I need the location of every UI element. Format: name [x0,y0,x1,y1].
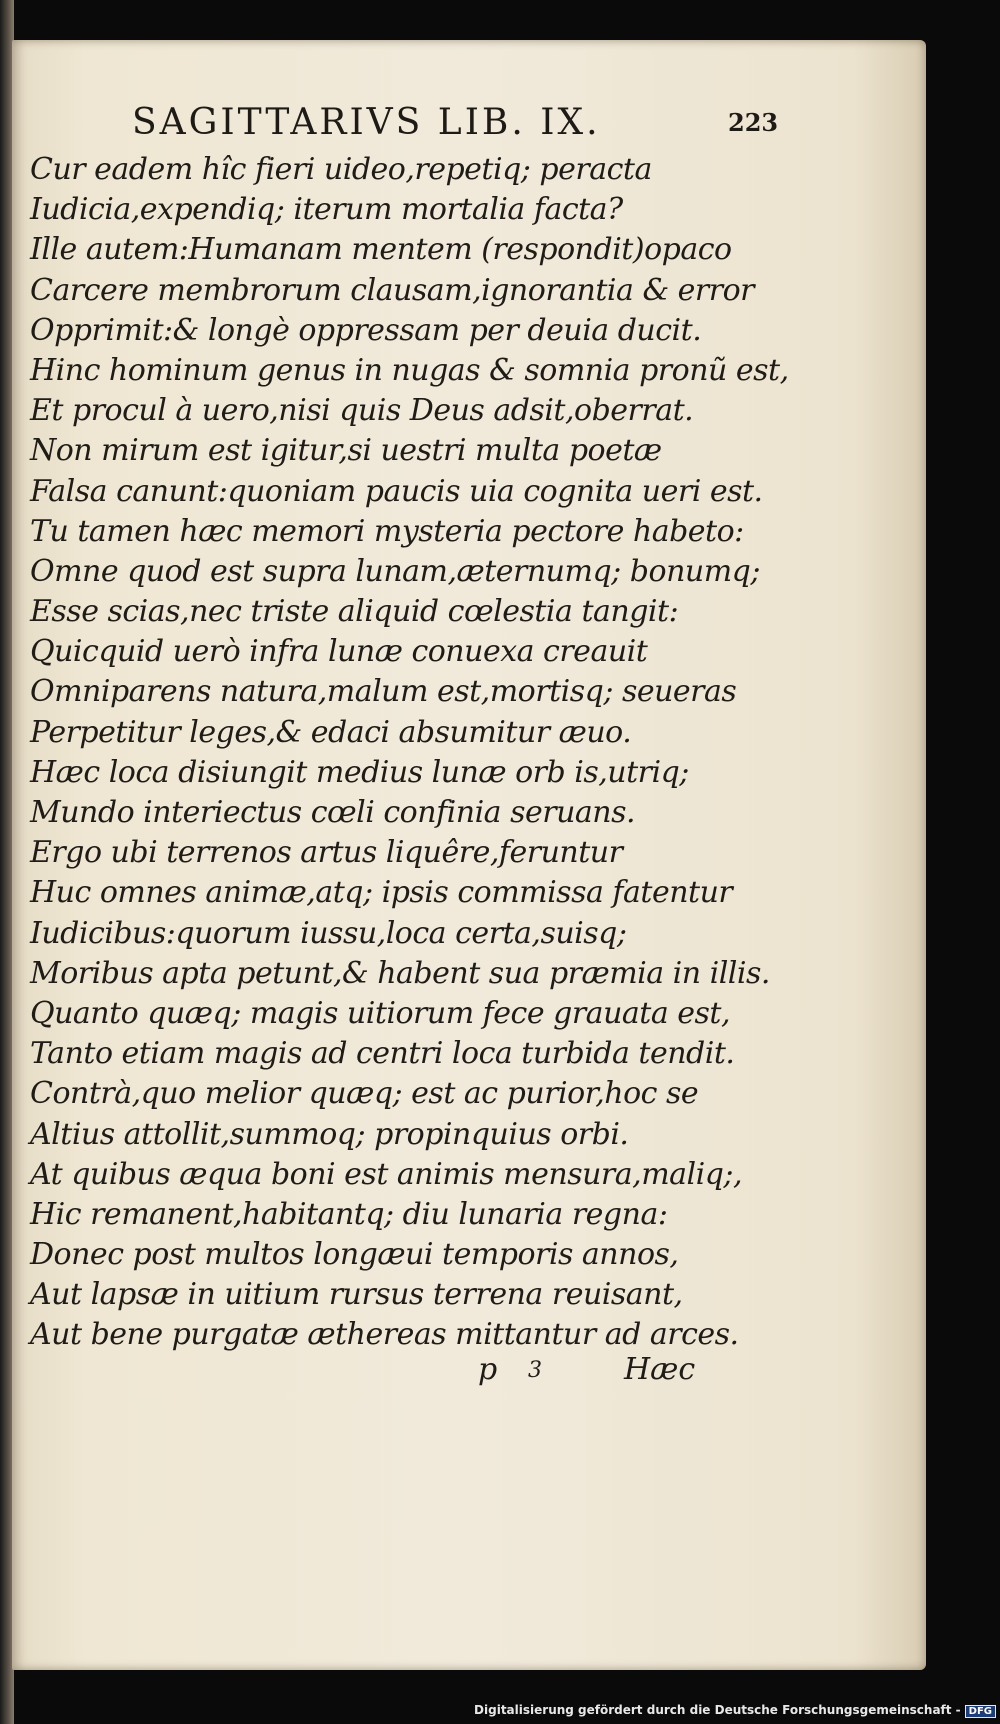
signature-mark: p [478,1352,498,1387]
running-head: SAGITTARIVS LIB. IX. [132,102,601,143]
verse-line: Tu tamen hæc memori mysteria pectore habeto: [30,513,744,549]
page-header [118,100,788,146]
verse-line: Quicquid uerò infra lunæ conuexa creauit [30,634,648,670]
verse-line: Falsa canunt:quoniam paucis uia cognita ueri est. [30,473,763,509]
verse-line: Hinc hominum genus in nugas & somnia pronũ est, [30,352,789,388]
verse-line: Aut bene purgatæ æthereas mittantur ad arces. [30,1317,739,1353]
verse-line: Non mirum est igitur,si uestri multa poetæ [30,433,662,469]
verse-line: Altius attollit,summoq; propinquius orbi. [30,1116,629,1152]
verse-line: Omne quod est supra lunam,æternumq; bonumq; [30,553,760,589]
verse-line: Iudicibus:quorum iussu,loca certa,suisq; [30,915,627,951]
verse-line: Carcere membrorum clausam,ignorantia & error [30,272,755,308]
verse-line: Mundo interiectus cœli confinia seruans. [30,795,636,830]
page-number: 223 [728,108,779,137]
verse-line: Hic remanent,habitantq; diu lunaria regna: [30,1196,668,1232]
verse-line: Iudicia,expendiq; iterum mortalia facta? [30,192,623,228]
verse-line: Huc omnes animæ,atq; ipsis commissa fatentur [30,875,733,911]
verse-line: Perpetitur leges,& edaci absumitur æuo. [30,714,632,750]
verse-line: Opprimit:& longè oppressam per deuia ducit. [30,312,702,348]
verse-line: Cur eadem hîc fieri uideo,repetiq; peracta [30,152,652,187]
digitization-note: Digitalisierung gefördert durch die Deutsche Forschungsgemeinschaft - [474,1703,961,1717]
verse-line: Et procul à uero,nisi quis Deus adsit,oberrat. [30,393,694,429]
verse-line: Quanto quæq; magis uitiorum fece grauata est, [30,995,730,1031]
verse-line: Moribus apta petunt,& habent sua præmia in illis. [30,955,770,991]
verse-line: Omniparens natura,malum est,mortisq; seueras [30,674,737,710]
verse-line: Tanto etiam magis ad centri loca turbida tendit. [30,1036,735,1072]
catchword: Hæc [624,1352,696,1387]
verse-line: At quibus æqua boni est animis mensura,maliq;, [30,1156,743,1192]
verse-line: Contrà,quo melior quæq; est ac purior,hoc se [30,1076,699,1112]
verse-line: Esse scias,nec triste aliquid cœlestia tangit: [30,594,679,630]
verse-line: Ille autem:Humanam mentem (respondit)opaco [30,232,732,268]
dfg-logo-icon: DFG [965,1705,996,1718]
signature-number: 3 [528,1358,542,1383]
verse-line: Aut lapsæ in uitium rursus terrena reuisant, [30,1277,683,1313]
verse-line: Donec post multos longæui temporis annos, [30,1237,679,1273]
verse-line: Ergo ubi terrenos artus liquêre,feruntur [30,835,623,871]
poem-text-block [30,150,789,1356]
digitization-footer [474,1703,996,1718]
verse-line: Hæc loca disiungit medius lunæ orb is,utriq; [30,754,689,790]
